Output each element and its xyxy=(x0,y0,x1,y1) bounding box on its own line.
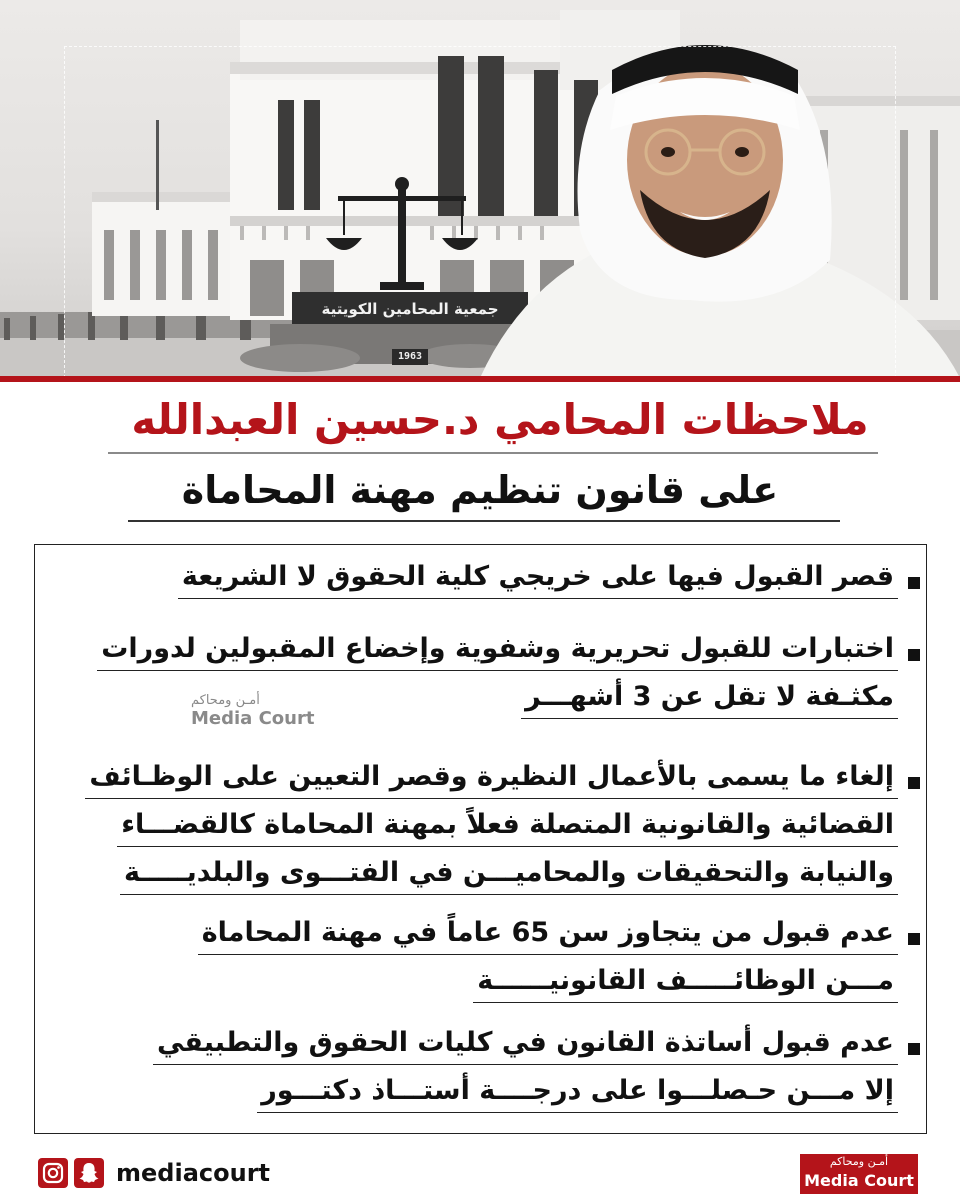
note-item xyxy=(198,913,898,1009)
bullet-icon xyxy=(908,933,920,945)
note-item xyxy=(178,557,898,605)
page-title: ملاحظات المحامي د.حسين العبدالله xyxy=(131,395,869,444)
note-line: عدم قبول أساتذة القانون في كليات الحقوق والتطبيقي xyxy=(153,1023,898,1065)
year-plaque: 1963 xyxy=(392,349,428,365)
watermark-english: Media Court xyxy=(191,708,315,729)
accent-divider xyxy=(0,376,960,382)
note-line: والنيابة والتحقيقات والمحاميـــن في الفتـــوى والبلديـــــة xyxy=(120,853,898,895)
note-item xyxy=(153,1023,898,1119)
note-line: إلغاء ما يسمى بالأعمال النظيرة وقصر التعيين على الوظـائف xyxy=(85,757,898,799)
watermark-logo xyxy=(191,693,331,729)
brand-arabic: أمـن ومحاكم xyxy=(829,1155,889,1168)
hero-photo xyxy=(0,0,960,378)
subtitle-underline xyxy=(128,520,840,522)
note-line: عدم قبول من يتجاوز سن 65 عاماً في مهنة المحاماة xyxy=(198,913,898,955)
dashed-frame xyxy=(64,46,896,378)
snapchat-icon[interactable] xyxy=(74,1158,104,1188)
footer xyxy=(0,1148,960,1200)
bullet-icon xyxy=(908,1043,920,1055)
notes-box xyxy=(34,544,927,1134)
note-item xyxy=(85,757,898,901)
note-line: مـــن الوظائـــــف القانونيــــــة xyxy=(473,961,898,1003)
brand-english: Media Court xyxy=(804,1171,914,1190)
social-handle[interactable]: mediacourt xyxy=(116,1159,270,1187)
page-subtitle: على قانون تنظيم مهنة المحاماة xyxy=(181,468,779,512)
note-line: مكثـفة لا تقل عن 3 أشهـــر xyxy=(521,677,898,719)
bullet-icon xyxy=(908,577,920,589)
bullet-icon xyxy=(908,649,920,661)
note-line: قصر القبول فيها على خريجي كلية الحقوق لا الشريعة xyxy=(178,557,898,599)
note-line: اختبارات للقبول تحريرية وشفوية وإخضاع المقبولين لدورات xyxy=(97,629,898,671)
instagram-icon[interactable] xyxy=(38,1158,68,1188)
note-line: إلا مـــن حـصلـــوا على درجــــة أستـــاذ دكتـــور xyxy=(257,1071,898,1113)
note-line: القضائية والقانونية المتصلة فعلاً بمهنة المحاماة كالقضـــاء xyxy=(117,805,898,847)
brand-logo xyxy=(800,1154,918,1194)
building-sign: جمعية المحامين الكويتية xyxy=(321,300,499,318)
title-underline xyxy=(108,452,878,454)
bullet-icon xyxy=(908,777,920,789)
watermark-arabic: أمـن ومحاكم xyxy=(191,693,260,708)
